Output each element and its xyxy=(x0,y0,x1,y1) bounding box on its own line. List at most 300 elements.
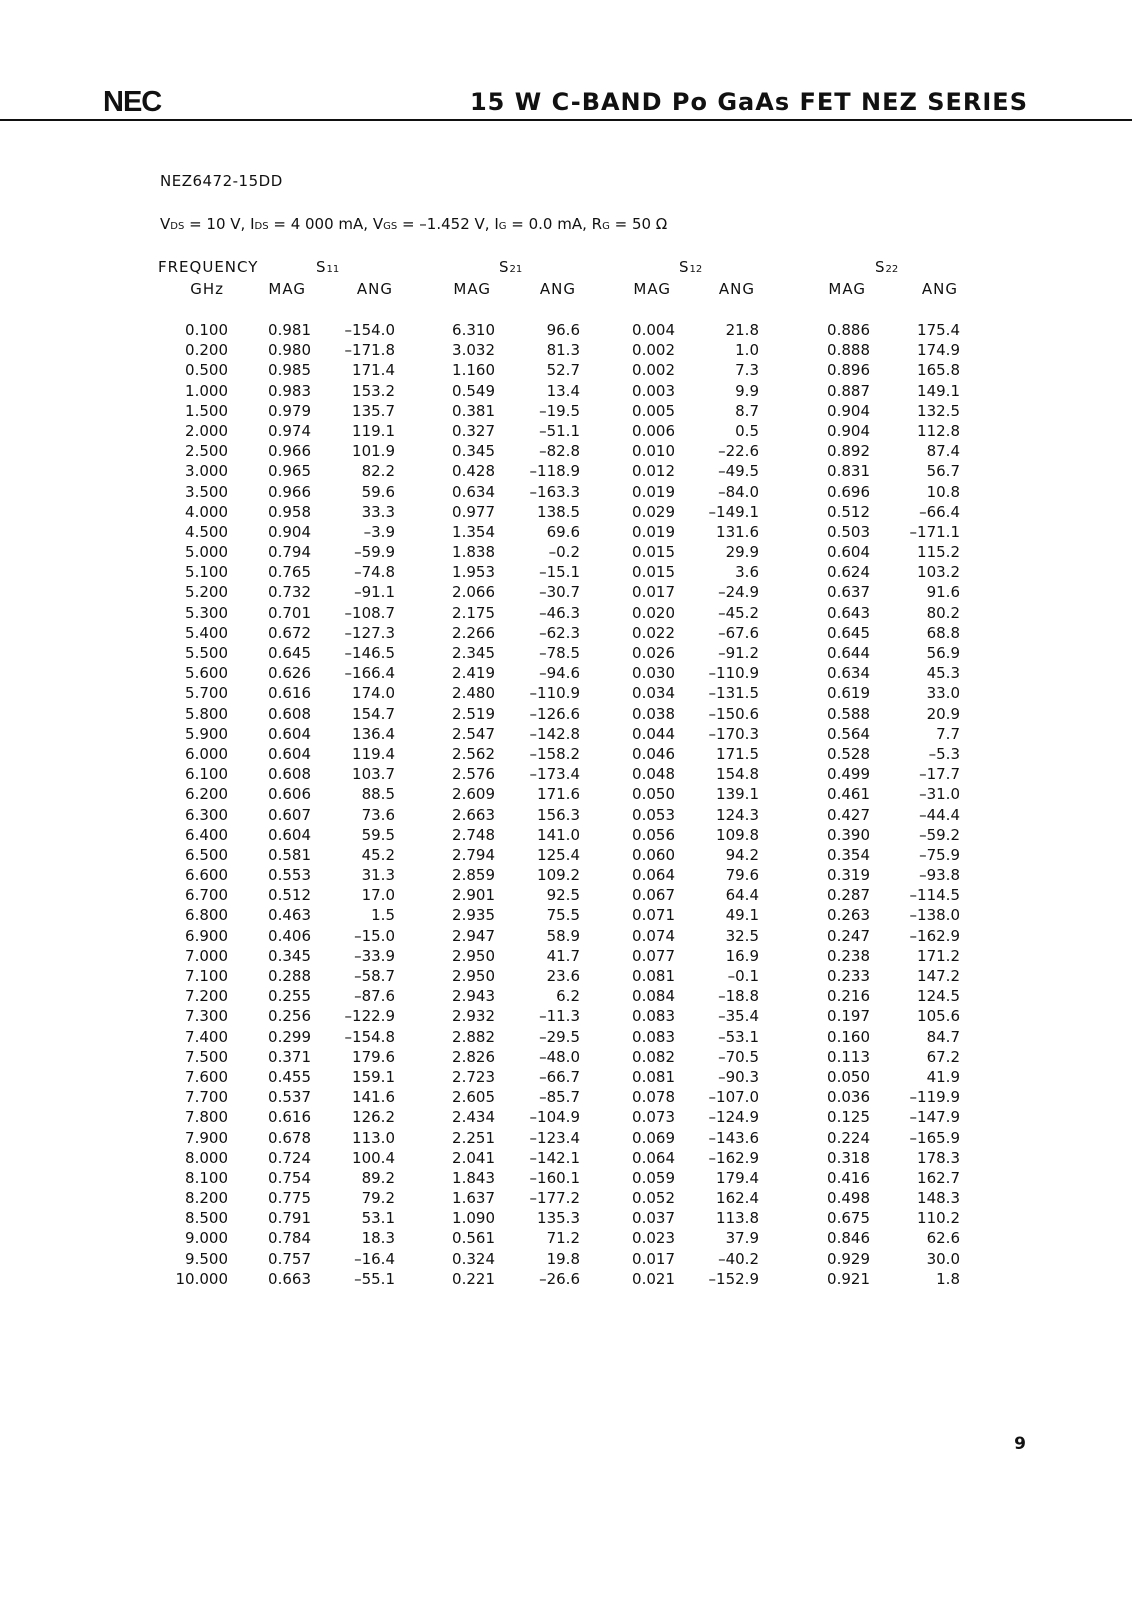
s12-ang-cell: –18.8 xyxy=(718,987,759,1006)
s11-ang-cell: 179.6 xyxy=(352,1047,395,1066)
s22-ang-cell: 84.7 xyxy=(926,1027,960,1046)
table-row xyxy=(0,483,1132,503)
s21-mag-cell: 2.859 xyxy=(452,866,495,885)
s11-mag-cell: 0.607 xyxy=(268,805,311,824)
s21-mag-cell: 0.221 xyxy=(452,1269,495,1288)
s12-ang-cell: 94.2 xyxy=(725,845,759,864)
s12-mag-cell: 0.015 xyxy=(632,563,675,582)
s12-mag-cell: 0.083 xyxy=(632,1007,675,1026)
s21-mag-cell: 0.428 xyxy=(452,462,495,481)
frequency-cell: 5.800 xyxy=(185,704,228,723)
s11-mag-cell: 0.299 xyxy=(268,1027,311,1046)
s11-ang-cell: 101.9 xyxy=(352,442,395,461)
s21-ang-cell: 141.0 xyxy=(537,825,580,844)
s22-mag-cell: 0.427 xyxy=(827,805,870,824)
frequency-cell: 7.900 xyxy=(185,1128,228,1147)
vds-label: V xyxy=(160,215,171,233)
frequency-cell: 5.500 xyxy=(185,644,228,662)
s22-mag-cell: 0.887 xyxy=(827,381,870,400)
table-row xyxy=(0,1088,1132,1108)
s22-ang-cell: 20.9 xyxy=(926,704,960,723)
s11-ang-cell: 82.2 xyxy=(361,462,395,481)
table-row xyxy=(0,927,1132,947)
s22-mag-cell: 0.160 xyxy=(827,1027,870,1046)
s21-ang-cell: –85.7 xyxy=(539,1088,580,1107)
table-row xyxy=(0,1048,1132,1068)
frequency-cell: 7.400 xyxy=(185,1027,228,1046)
table-row xyxy=(0,341,1132,361)
s12-mag-cell: 0.002 xyxy=(632,361,675,380)
s21-mag-cell: 0.549 xyxy=(452,381,495,400)
s12-mag-cell: 0.023 xyxy=(632,1229,675,1248)
s11-mag-cell: 0.626 xyxy=(268,664,311,683)
s12-mag-cell: 0.073 xyxy=(632,1108,675,1127)
table-row xyxy=(0,826,1132,846)
table-row xyxy=(0,1169,1132,1189)
s12-mag-cell: 0.064 xyxy=(632,1148,675,1167)
s12-ang-cell: 79.6 xyxy=(725,866,759,885)
s21-ang-cell: 69.6 xyxy=(546,522,580,541)
s12-mag-cell: 0.078 xyxy=(632,1088,675,1107)
frequency-cell: 7.800 xyxy=(185,1108,228,1127)
table-row xyxy=(0,806,1132,826)
s22-mag-cell: 0.498 xyxy=(827,1189,870,1208)
s22-ang-cell: –165.9 xyxy=(909,1128,960,1147)
s11-mag-cell: 0.732 xyxy=(268,583,311,602)
s11-ang-cell: 100.4 xyxy=(352,1148,395,1167)
s21-mag-cell: 2.882 xyxy=(452,1027,495,1046)
s11-mag-cell: 0.966 xyxy=(268,482,311,501)
s12-ang-cell: 154.8 xyxy=(716,765,759,784)
s21-mag-cell: 2.434 xyxy=(452,1108,495,1127)
s11-ang-cell: 53.1 xyxy=(361,1209,395,1228)
s11-mag-cell: 0.604 xyxy=(268,724,311,743)
s12-mag-cell: 0.017 xyxy=(632,1249,675,1268)
s12-ang-cell: –91.2 xyxy=(718,644,759,662)
s21-mag-cell: 2.041 xyxy=(452,1148,495,1167)
s12-ang-cell: 179.4 xyxy=(716,1168,759,1187)
s12-ang-cell: 29.9 xyxy=(725,543,759,562)
frequency-cell: 5.000 xyxy=(185,543,228,562)
s11-mag-cell: 0.553 xyxy=(268,866,311,885)
ids-subscript: DS xyxy=(254,221,269,232)
s21-ang-cell: –78.5 xyxy=(539,644,580,662)
s12-ang-cell: 32.5 xyxy=(725,926,759,945)
s11-mag-cell: 0.371 xyxy=(268,1047,311,1066)
s22-ang-cell: 103.2 xyxy=(917,563,960,582)
s22-mag-cell: 0.644 xyxy=(827,644,870,662)
s22-mag-cell: 0.846 xyxy=(827,1229,870,1248)
s12-mag-cell: 0.056 xyxy=(632,825,675,844)
s12-ang-cell: 113.8 xyxy=(716,1209,759,1228)
s11-mag-cell: 0.463 xyxy=(268,906,311,925)
s22-mag-cell: 0.604 xyxy=(827,543,870,562)
s12-ang-cell: 131.6 xyxy=(716,522,759,541)
s22-mag-cell: 0.888 xyxy=(827,341,870,360)
s12-mag-header: MAG xyxy=(633,280,671,298)
s12-mag-cell: 0.069 xyxy=(632,1128,675,1147)
table-row xyxy=(0,1229,1132,1249)
s11-ang-cell: 79.2 xyxy=(361,1189,395,1208)
s12-ang-cell: 162.4 xyxy=(716,1189,759,1208)
s21-mag-cell: 2.066 xyxy=(452,583,495,602)
s11-ang-cell: 113.0 xyxy=(352,1128,395,1147)
s21-mag-cell: 2.562 xyxy=(452,744,495,763)
s12-ang-cell: –90.3 xyxy=(718,1067,759,1086)
s22-ang-cell: –119.9 xyxy=(909,1088,960,1107)
frequency-cell: 6.500 xyxy=(185,845,228,864)
s12-ang-cell: –150.6 xyxy=(708,704,759,723)
s12-mag-cell: 0.034 xyxy=(632,684,675,703)
s21-ang-cell: –118.9 xyxy=(529,462,580,481)
s12-header xyxy=(679,258,702,276)
s12-ang-cell: –67.6 xyxy=(718,623,759,642)
s21-ang-cell: –142.8 xyxy=(529,724,580,743)
s21-mag-cell: 1.090 xyxy=(452,1209,495,1228)
s22-ang-cell: –162.9 xyxy=(909,926,960,945)
s12-ang-cell: 0.5 xyxy=(735,421,759,440)
s21-mag-cell: 2.519 xyxy=(452,704,495,723)
s22-mag-cell: 0.588 xyxy=(827,704,870,723)
s12-ang-cell: 16.9 xyxy=(725,946,759,965)
frequency-cell: 6.000 xyxy=(185,744,228,763)
part-number: NEZ6472-15DD xyxy=(160,172,283,190)
frequency-cell: 2.000 xyxy=(185,421,228,440)
s22-subscript: 22 xyxy=(885,264,899,275)
s12-ang-cell: –35.4 xyxy=(718,1007,759,1026)
s11-mag-cell: 0.966 xyxy=(268,442,311,461)
s12-mag-cell: 0.067 xyxy=(632,886,675,905)
table-row xyxy=(0,361,1132,381)
s21-ang-cell: 96.6 xyxy=(546,321,580,339)
s22-mag-cell: 0.503 xyxy=(827,522,870,541)
s12-ang-cell: –131.5 xyxy=(708,684,759,703)
s22-mag-cell: 0.634 xyxy=(827,664,870,683)
s11-mag-cell: 0.958 xyxy=(268,502,311,521)
s12-mag-cell: 0.019 xyxy=(632,482,675,501)
s11-ang-cell: 154.7 xyxy=(352,704,395,723)
s21-ang-cell: –48.0 xyxy=(539,1047,580,1066)
table-row xyxy=(0,624,1132,644)
s12-ang-cell: –162.9 xyxy=(708,1148,759,1167)
s11-mag-cell: 0.645 xyxy=(268,644,311,662)
s11-ang-cell: 18.3 xyxy=(361,1229,395,1248)
s12-mag-cell: 0.003 xyxy=(632,381,675,400)
document-title: 15 W C-BAND Po GaAs FET NEZ SERIES xyxy=(469,88,1028,116)
s12-ang-cell: –124.9 xyxy=(708,1108,759,1127)
bias-conditions xyxy=(160,215,667,233)
frequency-cell: 7.000 xyxy=(185,946,228,965)
s22-ang-cell: 178.3 xyxy=(917,1148,960,1167)
s11-mag-cell: 0.581 xyxy=(268,845,311,864)
table-row xyxy=(0,321,1132,341)
s22-mag-cell: 0.461 xyxy=(827,785,870,804)
s11-ang-cell: 136.4 xyxy=(352,724,395,743)
s12-mag-cell: 0.064 xyxy=(632,866,675,885)
s11-ang-cell: –108.7 xyxy=(344,603,395,622)
s21-ang-cell: –46.3 xyxy=(539,603,580,622)
s12-mag-cell: 0.010 xyxy=(632,442,675,461)
s11-mag-cell: 0.345 xyxy=(268,946,311,965)
s21-mag-cell: 1.843 xyxy=(452,1168,495,1187)
vgs-subscript: GS xyxy=(383,221,398,232)
s12-mag-cell: 0.077 xyxy=(632,946,675,965)
s12-ang-cell: –152.9 xyxy=(708,1269,759,1288)
table-row xyxy=(0,382,1132,402)
s11-ang-cell: 171.4 xyxy=(352,361,395,380)
s22-ang-cell: 147.2 xyxy=(917,967,960,985)
table-row xyxy=(0,1189,1132,1209)
s11-ang-cell: 73.6 xyxy=(361,805,395,824)
s22-mag-cell: 0.197 xyxy=(827,1007,870,1026)
s12-ang-cell: –84.0 xyxy=(718,482,759,501)
s21-letter: S xyxy=(499,258,510,276)
s22-mag-cell: 0.921 xyxy=(827,1269,870,1288)
s22-mag-cell: 0.125 xyxy=(827,1108,870,1127)
s21-mag-cell: 2.576 xyxy=(452,765,495,784)
s21-ang-cell: –26.6 xyxy=(539,1269,580,1288)
s22-ang-cell: –44.4 xyxy=(919,805,960,824)
s11-ang-cell: 159.1 xyxy=(352,1067,395,1086)
s22-ang-cell: 132.5 xyxy=(917,401,960,420)
s21-mag-cell: 1.637 xyxy=(452,1189,495,1208)
s22-ang-cell: –31.0 xyxy=(919,785,960,804)
table-row xyxy=(0,1209,1132,1229)
s21-ang-cell: 92.5 xyxy=(546,886,580,905)
s11-ang-cell: 135.7 xyxy=(352,401,395,420)
s11-letter: S xyxy=(316,258,327,276)
s11-ang-cell: 33.3 xyxy=(361,502,395,521)
s21-mag-cell: 1.838 xyxy=(452,543,495,562)
s12-ang-cell: –0.1 xyxy=(727,967,759,985)
s21-mag-cell: 2.547 xyxy=(452,724,495,743)
s11-mag-cell: 0.724 xyxy=(268,1148,311,1167)
s12-mag-cell: 0.012 xyxy=(632,462,675,481)
s12-mag-cell: 0.060 xyxy=(632,845,675,864)
s22-ang-cell: 80.2 xyxy=(926,603,960,622)
s22-ang-cell: 10.8 xyxy=(926,482,960,501)
s21-ang-cell: –29.5 xyxy=(539,1027,580,1046)
s11-ang-cell: –58.7 xyxy=(354,967,395,985)
table-row xyxy=(0,1007,1132,1027)
table-row xyxy=(0,765,1132,785)
s11-mag-cell: 0.604 xyxy=(268,744,311,763)
s22-ang-cell: –171.1 xyxy=(909,522,960,541)
s22-ang-cell: –59.2 xyxy=(919,825,960,844)
s11-ang-cell: 153.2 xyxy=(352,381,395,400)
s12-mag-cell: 0.022 xyxy=(632,623,675,642)
s12-mag-cell: 0.020 xyxy=(632,603,675,622)
s11-ang-cell: –171.8 xyxy=(344,341,395,360)
s21-mag-cell: 0.977 xyxy=(452,502,495,521)
s22-mag-cell: 0.416 xyxy=(827,1168,870,1187)
s21-ang-cell: 71.2 xyxy=(546,1229,580,1248)
s21-mag-cell: 2.935 xyxy=(452,906,495,925)
frequency-cell: 6.100 xyxy=(185,765,228,784)
s12-mag-cell: 0.071 xyxy=(632,906,675,925)
s12-mag-cell: 0.029 xyxy=(632,502,675,521)
s22-mag-cell: 0.499 xyxy=(827,765,870,784)
s22-mag-cell: 0.892 xyxy=(827,442,870,461)
s22-mag-cell: 0.528 xyxy=(827,744,870,763)
s12-ang-cell: 109.8 xyxy=(716,825,759,844)
s22-ang-cell: 174.9 xyxy=(917,341,960,360)
s22-ang-cell: 110.2 xyxy=(917,1209,960,1228)
frequency-cell: 6.900 xyxy=(185,926,228,945)
table-row xyxy=(0,664,1132,684)
s11-ang-cell: –146.5 xyxy=(344,644,395,662)
s22-ang-cell: 45.3 xyxy=(926,664,960,683)
s12-ang-cell: 37.9 xyxy=(725,1229,759,1248)
s22-mag-cell: 0.643 xyxy=(827,603,870,622)
frequency-cell: 4.000 xyxy=(185,502,228,521)
s21-mag-cell: 2.826 xyxy=(452,1047,495,1066)
rg-value: = 50 Ω xyxy=(609,215,668,233)
s22-header xyxy=(875,258,898,276)
s11-mag-cell: 0.981 xyxy=(268,321,311,339)
s11-ang-cell: 119.4 xyxy=(352,744,395,763)
table-row xyxy=(0,705,1132,725)
s22-ang-cell: –5.3 xyxy=(928,744,960,763)
s21-ang-cell: –160.1 xyxy=(529,1168,580,1187)
s12-mag-cell: 0.021 xyxy=(632,1269,675,1288)
s22-ang-cell: 91.6 xyxy=(926,583,960,602)
s21-ang-cell: –158.2 xyxy=(529,744,580,763)
frequency-cell: 7.500 xyxy=(185,1047,228,1066)
s11-mag-cell: 0.616 xyxy=(268,684,311,703)
s21-mag-cell: 6.310 xyxy=(452,321,495,339)
s21-mag-cell: 2.947 xyxy=(452,926,495,945)
s12-ang-cell: 49.1 xyxy=(725,906,759,925)
s12-ang-cell: –49.5 xyxy=(718,462,759,481)
s21-ang-cell: –104.9 xyxy=(529,1108,580,1127)
s21-ang-cell: 58.9 xyxy=(546,926,580,945)
table-row xyxy=(0,987,1132,1007)
s11-ang-header: ANG xyxy=(356,280,393,298)
s12-ang-cell: –40.2 xyxy=(718,1249,759,1268)
s12-mag-cell: 0.059 xyxy=(632,1168,675,1187)
s21-ang-cell: –0.2 xyxy=(548,543,580,562)
s12-ang-cell: 124.3 xyxy=(716,805,759,824)
s11-mag-cell: 0.965 xyxy=(268,462,311,481)
s11-mag-cell: 0.608 xyxy=(268,765,311,784)
s21-mag-cell: 2.609 xyxy=(452,785,495,804)
frequency-cell: 4.500 xyxy=(185,522,228,541)
s22-mag-cell: 0.896 xyxy=(827,361,870,380)
s11-mag-cell: 0.606 xyxy=(268,785,311,804)
s12-ang-cell: –143.6 xyxy=(708,1128,759,1147)
s12-mag-cell: 0.006 xyxy=(632,421,675,440)
nec-logo: NEC xyxy=(103,86,162,118)
s11-mag-header: MAG xyxy=(268,280,306,298)
s22-mag-cell: 0.645 xyxy=(827,623,870,642)
s11-ang-cell: –154.0 xyxy=(344,321,395,339)
s21-ang-cell: 109.2 xyxy=(537,866,580,885)
s22-ang-cell: –138.0 xyxy=(909,906,960,925)
s21-ang-cell: 135.3 xyxy=(537,1209,580,1228)
s21-ang-cell: –62.3 xyxy=(539,623,580,642)
s11-mag-cell: 0.904 xyxy=(268,522,311,541)
s22-ang-cell: –66.4 xyxy=(919,502,960,521)
s11-mag-cell: 0.757 xyxy=(268,1249,311,1268)
s22-mag-cell: 0.831 xyxy=(827,462,870,481)
s22-mag-cell: 0.318 xyxy=(827,1148,870,1167)
table-row xyxy=(0,604,1132,624)
ghz-header: GHz xyxy=(190,280,224,298)
s21-mag-cell: 0.327 xyxy=(452,421,495,440)
frequency-cell: 6.700 xyxy=(185,886,228,905)
s11-ang-cell: –74.8 xyxy=(354,563,395,582)
s21-mag-cell: 1.354 xyxy=(452,522,495,541)
s22-mag-cell: 0.216 xyxy=(827,987,870,1006)
s21-ang-cell: –123.4 xyxy=(529,1128,580,1147)
s22-mag-cell: 0.624 xyxy=(827,563,870,582)
frequency-cell: 0.500 xyxy=(185,361,228,380)
s22-ang-cell: 171.2 xyxy=(917,946,960,965)
s12-mag-cell: 0.081 xyxy=(632,1067,675,1086)
s21-header xyxy=(499,258,522,276)
s21-ang-cell: 125.4 xyxy=(537,845,580,864)
s11-ang-cell: –15.0 xyxy=(354,926,395,945)
s22-mag-cell: 0.113 xyxy=(827,1047,870,1066)
s12-mag-cell: 0.084 xyxy=(632,987,675,1006)
s22-ang-cell: 115.2 xyxy=(917,543,960,562)
table-row xyxy=(0,947,1132,967)
s22-mag-cell: 0.904 xyxy=(827,421,870,440)
s12-mag-cell: 0.030 xyxy=(632,664,675,683)
s21-ang-cell: –19.5 xyxy=(539,401,580,420)
s21-ang-cell: 23.6 xyxy=(546,967,580,985)
s11-ang-cell: 141.6 xyxy=(352,1088,395,1107)
s12-ang-cell: –22.6 xyxy=(718,442,759,461)
ig-subscript: G xyxy=(498,221,507,232)
s11-ang-cell: –3.9 xyxy=(363,522,395,541)
s11-ang-cell: –16.4 xyxy=(354,1249,395,1268)
s12-mag-cell: 0.044 xyxy=(632,724,675,743)
s21-ang-cell: 19.8 xyxy=(546,1249,580,1268)
s21-ang-cell: –163.3 xyxy=(529,482,580,501)
s11-mag-cell: 0.794 xyxy=(268,543,311,562)
frequency-cell: 0.100 xyxy=(185,321,228,339)
s22-ang-cell: –75.9 xyxy=(919,845,960,864)
s21-ang-header: ANG xyxy=(539,280,576,298)
s22-mag-cell: 0.319 xyxy=(827,866,870,885)
s22-mag-cell: 0.287 xyxy=(827,886,870,905)
table-row xyxy=(0,563,1132,583)
table-row xyxy=(0,785,1132,805)
s22-ang-cell: 87.4 xyxy=(926,442,960,461)
frequency-cell: 9.000 xyxy=(185,1229,228,1248)
s11-mag-cell: 0.604 xyxy=(268,825,311,844)
s22-ang-cell: –147.9 xyxy=(909,1108,960,1127)
s12-ang-cell: 9.9 xyxy=(735,381,759,400)
s22-mag-cell: 0.233 xyxy=(827,967,870,985)
s21-ang-cell: 156.3 xyxy=(537,805,580,824)
frequency-cell: 8.100 xyxy=(185,1168,228,1187)
s11-ang-cell: –122.9 xyxy=(344,1007,395,1026)
ig-value: = 0.0 mA, xyxy=(506,215,592,233)
table-row xyxy=(0,1129,1132,1149)
table-row xyxy=(0,442,1132,462)
s12-mag-cell: 0.074 xyxy=(632,926,675,945)
s22-mag-cell: 0.929 xyxy=(827,1249,870,1268)
s12-ang-cell: –149.1 xyxy=(708,502,759,521)
table-row xyxy=(0,422,1132,442)
table-row xyxy=(0,1068,1132,1088)
s21-ang-cell: 52.7 xyxy=(546,361,580,380)
s21-mag-cell: 2.480 xyxy=(452,684,495,703)
s21-ang-cell: –82.8 xyxy=(539,442,580,461)
